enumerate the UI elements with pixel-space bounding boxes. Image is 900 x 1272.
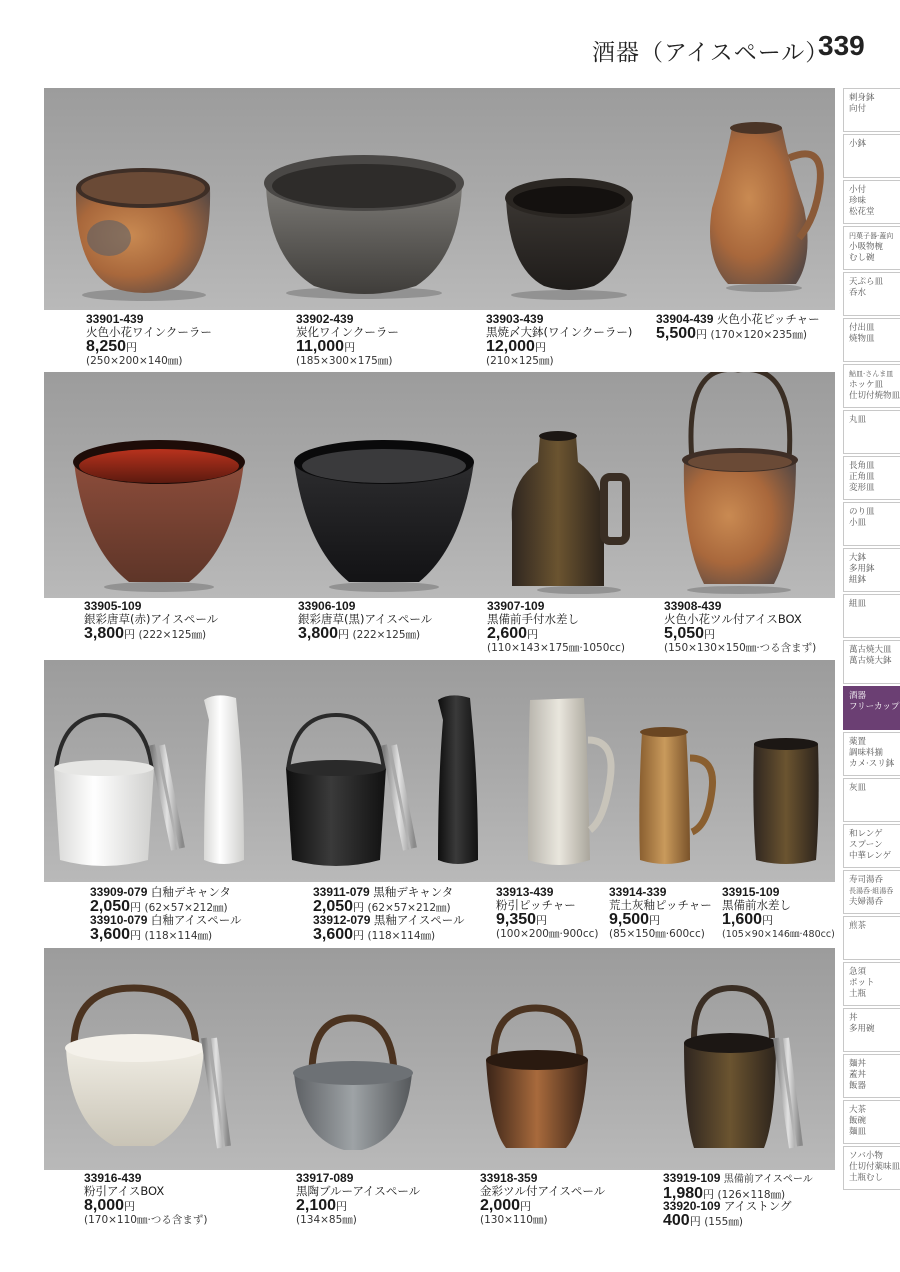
sidebar-tab-label: 調味料揃 [849, 748, 884, 758]
product-price: 400 [663, 1212, 690, 1229]
yen-label: 円 [126, 341, 138, 354]
product-33902-caption [296, 313, 399, 368]
product-code: 33916-439 [84, 1171, 142, 1185]
product-size: (118×114㎜) [367, 930, 436, 942]
product-price: 11,000 [296, 338, 345, 355]
sidebar-tab-label: 天ぷら皿 [849, 277, 884, 287]
product-33908-caption [664, 600, 816, 655]
product-name: 荒土灰釉ピッチャー [609, 898, 712, 912]
product-price: 2,050 [313, 898, 354, 915]
sidebar-tab-label: 土瓶むし [849, 1173, 884, 1183]
sidebar-tab-label: 薬置 [849, 737, 867, 747]
product-code: 33918-359 [480, 1171, 538, 1185]
product-33911-caption [313, 886, 453, 915]
sidebar-tab-5[interactable] [843, 318, 900, 362]
product-name: 炭化ワインクーラー [296, 325, 399, 339]
sidebar-tab-label: 仕切付焼物皿 [849, 391, 900, 401]
product-code: 33912-079 [313, 913, 371, 927]
product-price: 2,050 [90, 898, 131, 915]
sidebar-tab-21[interactable] [843, 1054, 900, 1098]
product-33903-caption [486, 313, 632, 368]
sidebar-tab-label: 麺皿 [849, 1127, 867, 1137]
product-size: (222×125㎜) [138, 629, 207, 641]
product-name: 黒釉アイスペール [373, 913, 465, 927]
sidebar-tab-label: 土瓶 [849, 989, 867, 999]
product-33919-caption [663, 1172, 813, 1202]
product-33917-caption [296, 1172, 420, 1227]
sidebar-tab-label: 円菓子器·蓋向 [849, 232, 894, 240]
product-33920-caption [663, 1200, 792, 1229]
product-price: 3,800 [298, 625, 339, 642]
product-name: 銀彩唐草(黒)アイスペール [298, 612, 433, 626]
sidebar-tab-label: 付出皿 [849, 323, 875, 333]
sidebar-tab-16[interactable] [843, 824, 900, 868]
sidebar-tab-label: 変形皿 [849, 483, 875, 493]
product-code: 33904-439 [656, 312, 714, 326]
product-33904-image [710, 128, 808, 284]
sidebar-tab-label: フリーカップ [849, 702, 900, 712]
page-number: 339 [818, 30, 865, 61]
sidebar-tab-label: 萬古焼大皿 [849, 645, 892, 655]
product-size: (62×57×212㎜) [144, 902, 228, 914]
sidebar-tab-label: 多用碗 [849, 1024, 875, 1034]
yen-label: 円 [130, 901, 142, 914]
sidebar-tab-label: 大茶 [849, 1105, 867, 1115]
product-size: (85×150㎜·600cc) [609, 928, 705, 940]
product-33904-caption [656, 313, 820, 342]
product-33914-image [639, 730, 690, 864]
product-33905-caption [84, 600, 218, 642]
product-33907-image [512, 436, 604, 586]
product-33914-caption [609, 886, 712, 941]
sidebar-tab-7[interactable] [843, 410, 900, 454]
sidebar-tab-label: 丸皿 [849, 415, 867, 425]
product-33910-caption [90, 914, 242, 943]
product-code: 33909-079 [90, 885, 148, 899]
yen-label: 円 [124, 628, 136, 641]
product-price: 3,600 [313, 926, 354, 943]
product-name: 黒備前手付水差し [487, 612, 579, 626]
yen-label: 円 [527, 628, 539, 641]
sidebar-tab-label: 中華レンゲ [849, 851, 892, 861]
product-size: (105×90×146㎜·480cc) [722, 929, 835, 940]
yen-label: 円 [520, 1200, 532, 1213]
sidebar-tab-14[interactable] [843, 732, 900, 776]
sidebar-tab-10[interactable] [843, 548, 900, 592]
yen-label: 円 [344, 341, 356, 354]
sidebar-tab-3[interactable] [843, 226, 900, 270]
sidebar-tab-label: 飯碗 [849, 1116, 867, 1126]
yen-label: 円 [689, 1215, 701, 1228]
sidebar-tab-label: スプーン [849, 840, 883, 850]
yen-label: 円 [762, 914, 774, 927]
product-size: (250×200×140㎜) [86, 355, 183, 367]
sidebar-tab-label: 向付 [849, 104, 867, 114]
product-name: 黒釉デキャンタ [373, 885, 454, 899]
product-price: 8,000 [84, 1197, 125, 1214]
sidebar-tab-19[interactable] [843, 962, 900, 1006]
sidebar-tab-label: 多用鉢 [849, 564, 875, 574]
product-size: (126×118㎜) [717, 1189, 786, 1201]
product-price: 1,980 [663, 1185, 704, 1202]
product-price: 5,050 [664, 625, 705, 642]
sidebar-tab-label: 小鉢 [849, 139, 867, 149]
product-code: 33903-439 [486, 312, 544, 326]
sidebar-tab-label: のり皿 [849, 507, 875, 517]
sidebar-tab-label: 和レンゲ [849, 829, 883, 839]
product-33901-caption [86, 313, 212, 368]
product-33912-caption [313, 914, 465, 943]
sidebar-tab-label: 丼 [849, 1013, 858, 1023]
sidebar-tab-label: 松花堂 [849, 207, 875, 217]
product-price: 2,100 [296, 1197, 337, 1214]
sidebar-tab-label: 寿司湯呑 [849, 875, 884, 885]
product-name: 火色小花ツル付アイスBOX [664, 612, 802, 626]
product-name: 銀彩唐草(赤)アイスペール [84, 612, 219, 626]
yen-label: 円 [649, 914, 661, 927]
photo-panel-1 [44, 88, 835, 310]
product-name: 白釉アイスペール [150, 913, 242, 927]
product-price: 9,350 [496, 911, 537, 928]
sidebar-tab-23[interactable] [843, 1146, 900, 1190]
product-code: 33915-109 [722, 885, 780, 899]
sidebar-tab-label: 珍味 [849, 196, 867, 206]
yen-label: 円 [353, 901, 365, 914]
product-33913-caption [496, 886, 599, 941]
page-title: 酒器（アイスペール） [592, 40, 830, 66]
yen-label: 円 [536, 914, 548, 927]
product-price: 2,000 [480, 1197, 521, 1214]
product-33915-caption [722, 886, 835, 941]
product-code: 33920-109 [663, 1199, 721, 1213]
product-code: 33911-079 [313, 885, 370, 899]
sidebar-tab-label: ポット [849, 978, 875, 988]
product-size: (134×85㎜) [296, 1214, 357, 1226]
yen-label: 円 [338, 628, 350, 641]
photo-panel-2 [44, 372, 835, 598]
category-index-sidebar [843, 88, 900, 1192]
sidebar-tab-label: 鮎皿·さんま皿 [849, 370, 894, 378]
yen-label: 円 [124, 1200, 136, 1213]
sidebar-tab-label: 煎茶 [849, 921, 867, 931]
sidebar-tab-label: ホッケ皿 [849, 380, 884, 390]
sidebar-tab-label: 飯器 [849, 1081, 867, 1091]
sidebar-tab-label: 仕切付薬味皿 [849, 1162, 900, 1172]
product-code: 33917-089 [296, 1171, 354, 1185]
yen-label: 円 [353, 929, 365, 942]
product-code: 33902-439 [296, 312, 354, 326]
sidebar-tab-label: 大鉢 [849, 553, 867, 563]
photo-row-1 [44, 88, 835, 310]
product-name: 黒備前アイスペール [723, 1174, 813, 1185]
product-code: 33919-109 [663, 1171, 721, 1185]
product-code: 33914-339 [609, 885, 667, 899]
product-size: (170×110㎜·つる含まず) [84, 1214, 208, 1226]
product-name: 黒備前水差し [722, 898, 791, 912]
product-size: (150×130×150㎜·つる含まず) [664, 642, 817, 654]
product-33920-image [776, 1038, 800, 1148]
yen-label: 円 [696, 328, 708, 341]
product-size: (130×110㎜) [480, 1214, 548, 1226]
product-price: 9,500 [609, 911, 650, 928]
product-33916-caption [84, 1172, 207, 1227]
product-33915-image [753, 744, 818, 864]
sidebar-tab-label: カメ·スリ鉢 [849, 759, 895, 769]
sidebar-tab-label: 小付 [849, 185, 867, 195]
sidebar-tab-12[interactable] [843, 640, 900, 684]
product-33909-image [204, 695, 244, 864]
product-name: 粉引ピッチャー [496, 898, 576, 912]
product-price: 2,600 [487, 625, 528, 642]
product-code: 33907-109 [487, 599, 545, 613]
product-size: (110×143×175㎜·1050cc) [487, 642, 626, 654]
product-33919-image [684, 1043, 776, 1148]
sidebar-tab-label: 小吸物椀 [849, 242, 884, 252]
sidebar-tab-label: ソバ小物 [849, 1151, 883, 1161]
sidebar-tab-label: むし碗 [849, 253, 875, 263]
product-code: 33906-109 [298, 599, 356, 613]
sidebar-tab-4[interactable] [843, 272, 900, 316]
photo-row-4 [44, 948, 835, 1170]
product-name: 黒陶ブルーアイスペール [296, 1184, 421, 1198]
product-33906-caption [298, 600, 432, 642]
sidebar-tab-label: 長角皿 [849, 461, 875, 471]
product-size: (170×120×235㎜) [710, 329, 807, 341]
sidebar-tab-label: 夫婦湯呑 [849, 897, 884, 907]
product-name: アイストング [723, 1199, 792, 1213]
sidebar-tab-label: 酒器 [849, 691, 867, 701]
sidebar-tab-label: 組鉢 [849, 575, 867, 585]
sidebar-tab-label: 刺身鉢 [849, 93, 875, 103]
sidebar-tab-label: 組皿 [849, 599, 867, 609]
product-33916-image [66, 1048, 204, 1146]
sidebar-tab-label: 呑水 [849, 288, 867, 298]
product-size: (210×125㎜) [486, 355, 554, 367]
product-price: 3,800 [84, 625, 125, 642]
sidebar-tab-22[interactable] [843, 1100, 900, 1144]
product-33913-image [528, 698, 590, 865]
sidebar-tab-1[interactable] [843, 134, 900, 178]
yen-label: 円 [336, 1200, 348, 1213]
product-price: 3,600 [90, 926, 131, 943]
sidebar-tab-6[interactable] [843, 364, 900, 408]
sidebar-tab-label: 麺丼 [849, 1059, 867, 1069]
product-size: (100×200㎜·900cc) [496, 928, 599, 940]
yen-label: 円 [703, 1188, 715, 1201]
sidebar-tab-9[interactable] [843, 502, 900, 546]
sidebar-tab-label: 小皿 [849, 518, 867, 528]
sidebar-tab-label: 長湯呑·組湯呑 [849, 887, 894, 895]
product-code: 33901-439 [86, 312, 144, 326]
sidebar-tab-2[interactable] [843, 180, 900, 224]
sidebar-tab-label: 萬古焼大鉢 [849, 656, 892, 666]
product-33911-image [438, 695, 478, 864]
sidebar-tab-18[interactable] [843, 916, 900, 960]
product-code: 33908-439 [664, 599, 722, 613]
photo-panel-3 [44, 660, 835, 882]
photo-panel-4 [44, 948, 835, 1170]
product-size: (185×300×175㎜) [296, 355, 393, 367]
product-code: 33913-439 [496, 885, 554, 899]
product-size: (222×125㎜) [352, 629, 421, 641]
product-code: 33910-079 [90, 913, 148, 927]
product-price: 5,500 [656, 325, 697, 342]
sidebar-tab-15[interactable] [843, 778, 900, 822]
sidebar-tab-label: 急須 [849, 967, 867, 977]
sidebar-tab-label: 焼物皿 [849, 334, 875, 344]
yen-label: 円 [704, 628, 716, 641]
product-price: 8,250 [86, 338, 127, 355]
sidebar-tab-label: 正角皿 [849, 472, 875, 482]
product-code: 33905-109 [84, 599, 142, 613]
product-size: (118×114㎜) [144, 930, 213, 942]
sidebar-tab-11[interactable] [843, 594, 900, 638]
product-33918-caption [480, 1172, 605, 1227]
photo-row-3 [44, 660, 835, 882]
yen-label: 円 [534, 341, 546, 354]
product-33909-caption [90, 886, 231, 915]
yen-label: 円 [130, 929, 142, 942]
product-price: 12,000 [486, 338, 535, 355]
sidebar-tab-label: 灰皿 [849, 783, 867, 793]
sidebar-tab-0[interactable] [843, 88, 900, 132]
product-33918-image [486, 1060, 588, 1148]
sidebar-tab-20[interactable] [843, 1008, 900, 1052]
sidebar-tab-label: 蓋丼 [849, 1070, 867, 1080]
sidebar-tab-8[interactable] [843, 456, 900, 500]
sidebar-tab-17[interactable] [843, 870, 900, 914]
product-name: 黒焼〆大鉢(ワインクーラー) [486, 325, 633, 339]
product-name: 火色小花ピッチャー [716, 312, 820, 326]
product-size: (155㎜) [704, 1216, 743, 1228]
product-name: 火色小花ワインクーラー [86, 325, 212, 339]
product-33908-image [684, 460, 796, 584]
product-name: 金彩ツル付アイスペール [480, 1184, 606, 1198]
photo-row-2 [44, 372, 835, 598]
product-size: (62×57×212㎜) [367, 902, 451, 914]
product-price: 1,600 [722, 911, 763, 928]
product-name: 粉引アイスBOX [84, 1184, 165, 1198]
product-33910-image [54, 768, 154, 866]
product-33912-image [286, 768, 386, 866]
sidebar-tab-13[interactable] [843, 686, 900, 730]
product-33907-caption [487, 600, 625, 655]
product-name: 白釉デキャンタ [150, 885, 231, 899]
